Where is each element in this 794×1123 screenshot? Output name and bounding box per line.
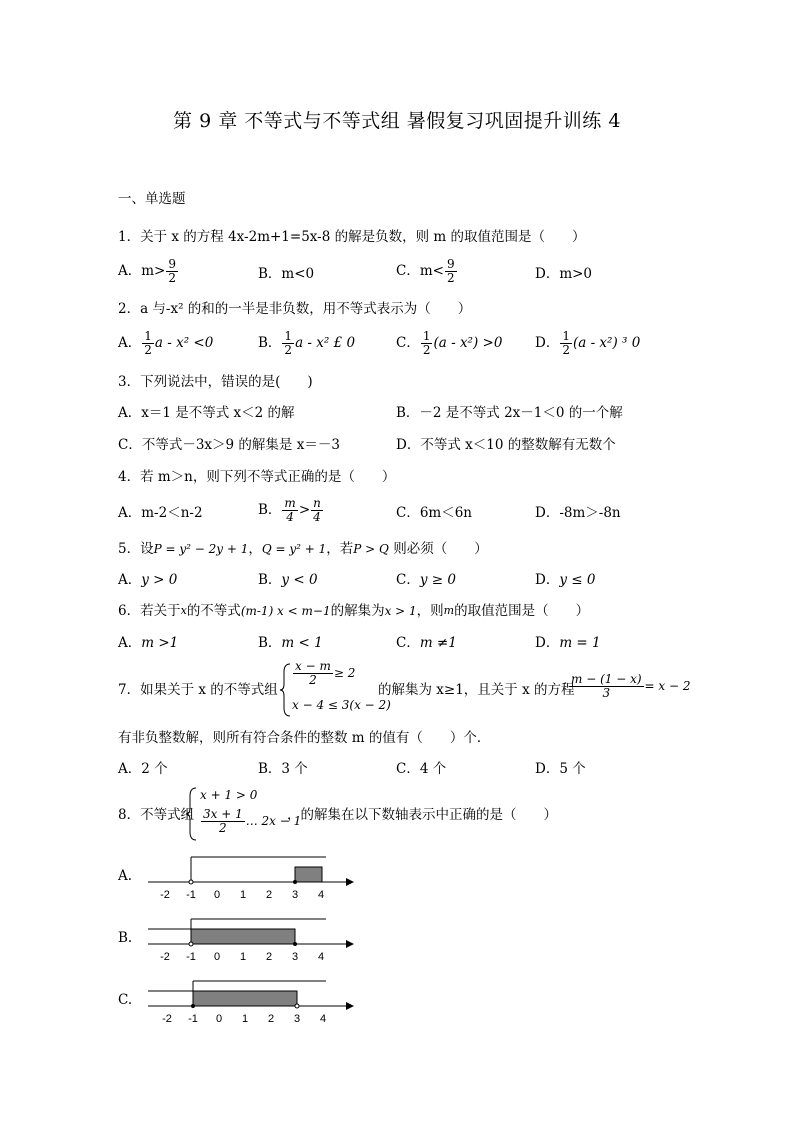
tick-label: -2	[160, 889, 170, 900]
q7-stem-pre: 7．如果关于 x 的不等式组	[118, 682, 278, 698]
q2-option-a: A． $\frac{1}{2}$ a - x² <0	[118, 329, 214, 357]
q4-stem: 4．若 m＞n，则下列不等式正确的是（ ）	[118, 469, 396, 485]
shaded-region	[193, 991, 297, 1006]
q8-option-b-label: B.	[118, 930, 133, 946]
tick-labels	[160, 889, 324, 900]
q7-system-line2: x − 4 ≤ 3(x − 2)	[292, 698, 391, 712]
q6-stem: 6．若关于$^x$的不等式(m-1) x < m−1的解集为x > 1，则$^m$的取值范围是（ ）	[118, 603, 590, 619]
q3-option-a: A．x＝1 是不等式 x＜2 的解	[118, 405, 295, 421]
tick-label: 1	[239, 951, 247, 962]
tick-label: 0	[215, 1013, 223, 1024]
q1-stem: 1．关于 x 的方程 4x-2m+1=5x-8 的解是负数，则 m 的取值范围是（ ）	[118, 229, 586, 245]
section-heading: 一、单选题	[118, 191, 186, 207]
q8-system-line1: x + 1 > 0	[200, 788, 258, 802]
q7-equation: $\frac{m - (1 - x)}{3}$ = x − 2	[571, 672, 691, 700]
tick-label: 2	[265, 951, 273, 962]
q4-option-d: D．-8m＞-8n	[535, 505, 621, 521]
q1-option-d: D．m>0	[535, 266, 593, 282]
point-minus-1	[189, 942, 193, 946]
q8-option-a-label: A.	[118, 868, 133, 884]
shaded-region	[191, 929, 295, 944]
point-minus-1	[191, 1004, 195, 1008]
q7-option-d: D．5 个	[535, 761, 586, 777]
q2-option-b: B． $\frac{1}{2}$ a - x² £ 0	[258, 329, 356, 357]
q7-option-b: B．3 个	[258, 761, 308, 777]
tick-label: 0	[213, 951, 221, 962]
q1-option-a: A．m> $\frac{9}{2}$	[118, 257, 177, 285]
tick-label: -1	[186, 889, 196, 900]
q8-stem-post: ，的解集在以下数轴表示中正确的是（ ）	[287, 807, 557, 823]
q3-option-c: C．不等式－3x＞9 的解集是 x＝－3	[118, 437, 340, 453]
tick-label: 3	[291, 951, 299, 962]
q2-option-c: C． $\frac{1}{2}$ (a - x²) >0	[396, 329, 503, 357]
q4-option-b: B． $\frac{m}{4}$ > $\frac{n}{4}$	[258, 496, 321, 524]
tick-label: -1	[186, 951, 196, 962]
q3-option-b: B．－2 是不等式 2x－1＜0 的一个解	[396, 405, 623, 421]
point-minus-1	[189, 880, 193, 884]
q8-stem-pre: 8．不等式组	[118, 807, 195, 823]
axis-arrow	[346, 1002, 354, 1010]
point-3	[295, 1004, 299, 1008]
tick-label: -2	[162, 1013, 172, 1024]
tick-label: -2	[160, 951, 170, 962]
q5-option-c: C．y ≥ 0	[396, 572, 456, 588]
tick-label: 1	[241, 1013, 249, 1024]
q7-brace	[280, 662, 292, 718]
q7-system-line1: $\frac{x - m}{2}$ ≥ 2	[295, 659, 356, 687]
q5-stem: 5．设P = y² − 2y + 1，Q = y² + 1，若P > Q 则必须（ ）	[118, 541, 488, 557]
point-3	[293, 942, 297, 946]
q5-option-d: D．y ≤ 0	[535, 572, 596, 588]
q6-option-a: A．m >1	[118, 635, 179, 651]
q2-option-d: D． $\frac{1}{2}$ (a - x²) ³ 0	[535, 329, 641, 357]
q1-option-b: B．m<0	[258, 266, 315, 282]
q7-option-a: A．2 个	[118, 761, 168, 777]
number-line-a	[140, 850, 360, 900]
tick-label: 4	[319, 1013, 327, 1024]
q2-stem: 2．a 与-x² 的和的一半是非负数，用不等式表示为（ ）	[118, 301, 472, 317]
point-3	[293, 880, 297, 884]
q7-stem-line2: 有非负整数解，则所有符合条件的整数 m 的值有（ ）个．	[118, 730, 491, 746]
q4-option-a: A．m-2＜n-2	[118, 505, 203, 521]
tick-label: 3	[291, 889, 299, 900]
shaded-region	[295, 867, 322, 882]
page-title: 第 9 章 不等式与不等式组 暑假复习巩固提升训练 4	[173, 110, 621, 132]
tick-labels	[162, 1013, 326, 1024]
q6-option-d: D．m = 1	[535, 635, 601, 651]
q8-brace	[186, 786, 198, 842]
axis-arrow	[346, 940, 354, 948]
q1-option-c: C．m< $\frac{9}{2}$	[396, 257, 455, 285]
tick-label: 2	[267, 1013, 275, 1024]
q3-option-d: D．不等式 x＜10 的整数解有无数个	[396, 437, 616, 453]
q7-stem-mid: 的解集为 x≥1，且关于 x 的方程	[378, 682, 575, 698]
q8-system-line2: $\frac{3x + 1}{2}$ … 2x − 1	[203, 807, 302, 835]
tick-label: 0	[213, 889, 221, 900]
tick-label: 3	[293, 1013, 301, 1024]
tick-labels	[160, 951, 324, 962]
tick-label: 4	[317, 889, 325, 900]
axis-arrow	[346, 878, 354, 886]
q5-option-b: B．y < 0	[258, 572, 318, 588]
q6-option-b: B．m < 1	[258, 635, 323, 651]
tick-label: 4	[317, 951, 325, 962]
tick-label: 2	[265, 889, 273, 900]
q7-option-c: C．4 个	[396, 761, 447, 777]
number-line-c	[140, 974, 360, 1024]
q6-option-c: C．m ≠1	[396, 635, 457, 651]
number-line-b	[140, 912, 360, 962]
q5-option-a: A．y > 0	[118, 572, 178, 588]
q4-option-c: C．6m＜6n	[396, 505, 473, 521]
tick-label: 1	[239, 889, 247, 900]
q3-stem: 3．下列说法中，错误的是( )	[118, 374, 313, 390]
tick-label: -1	[188, 1013, 198, 1024]
q8-option-c-label: C.	[118, 992, 133, 1008]
